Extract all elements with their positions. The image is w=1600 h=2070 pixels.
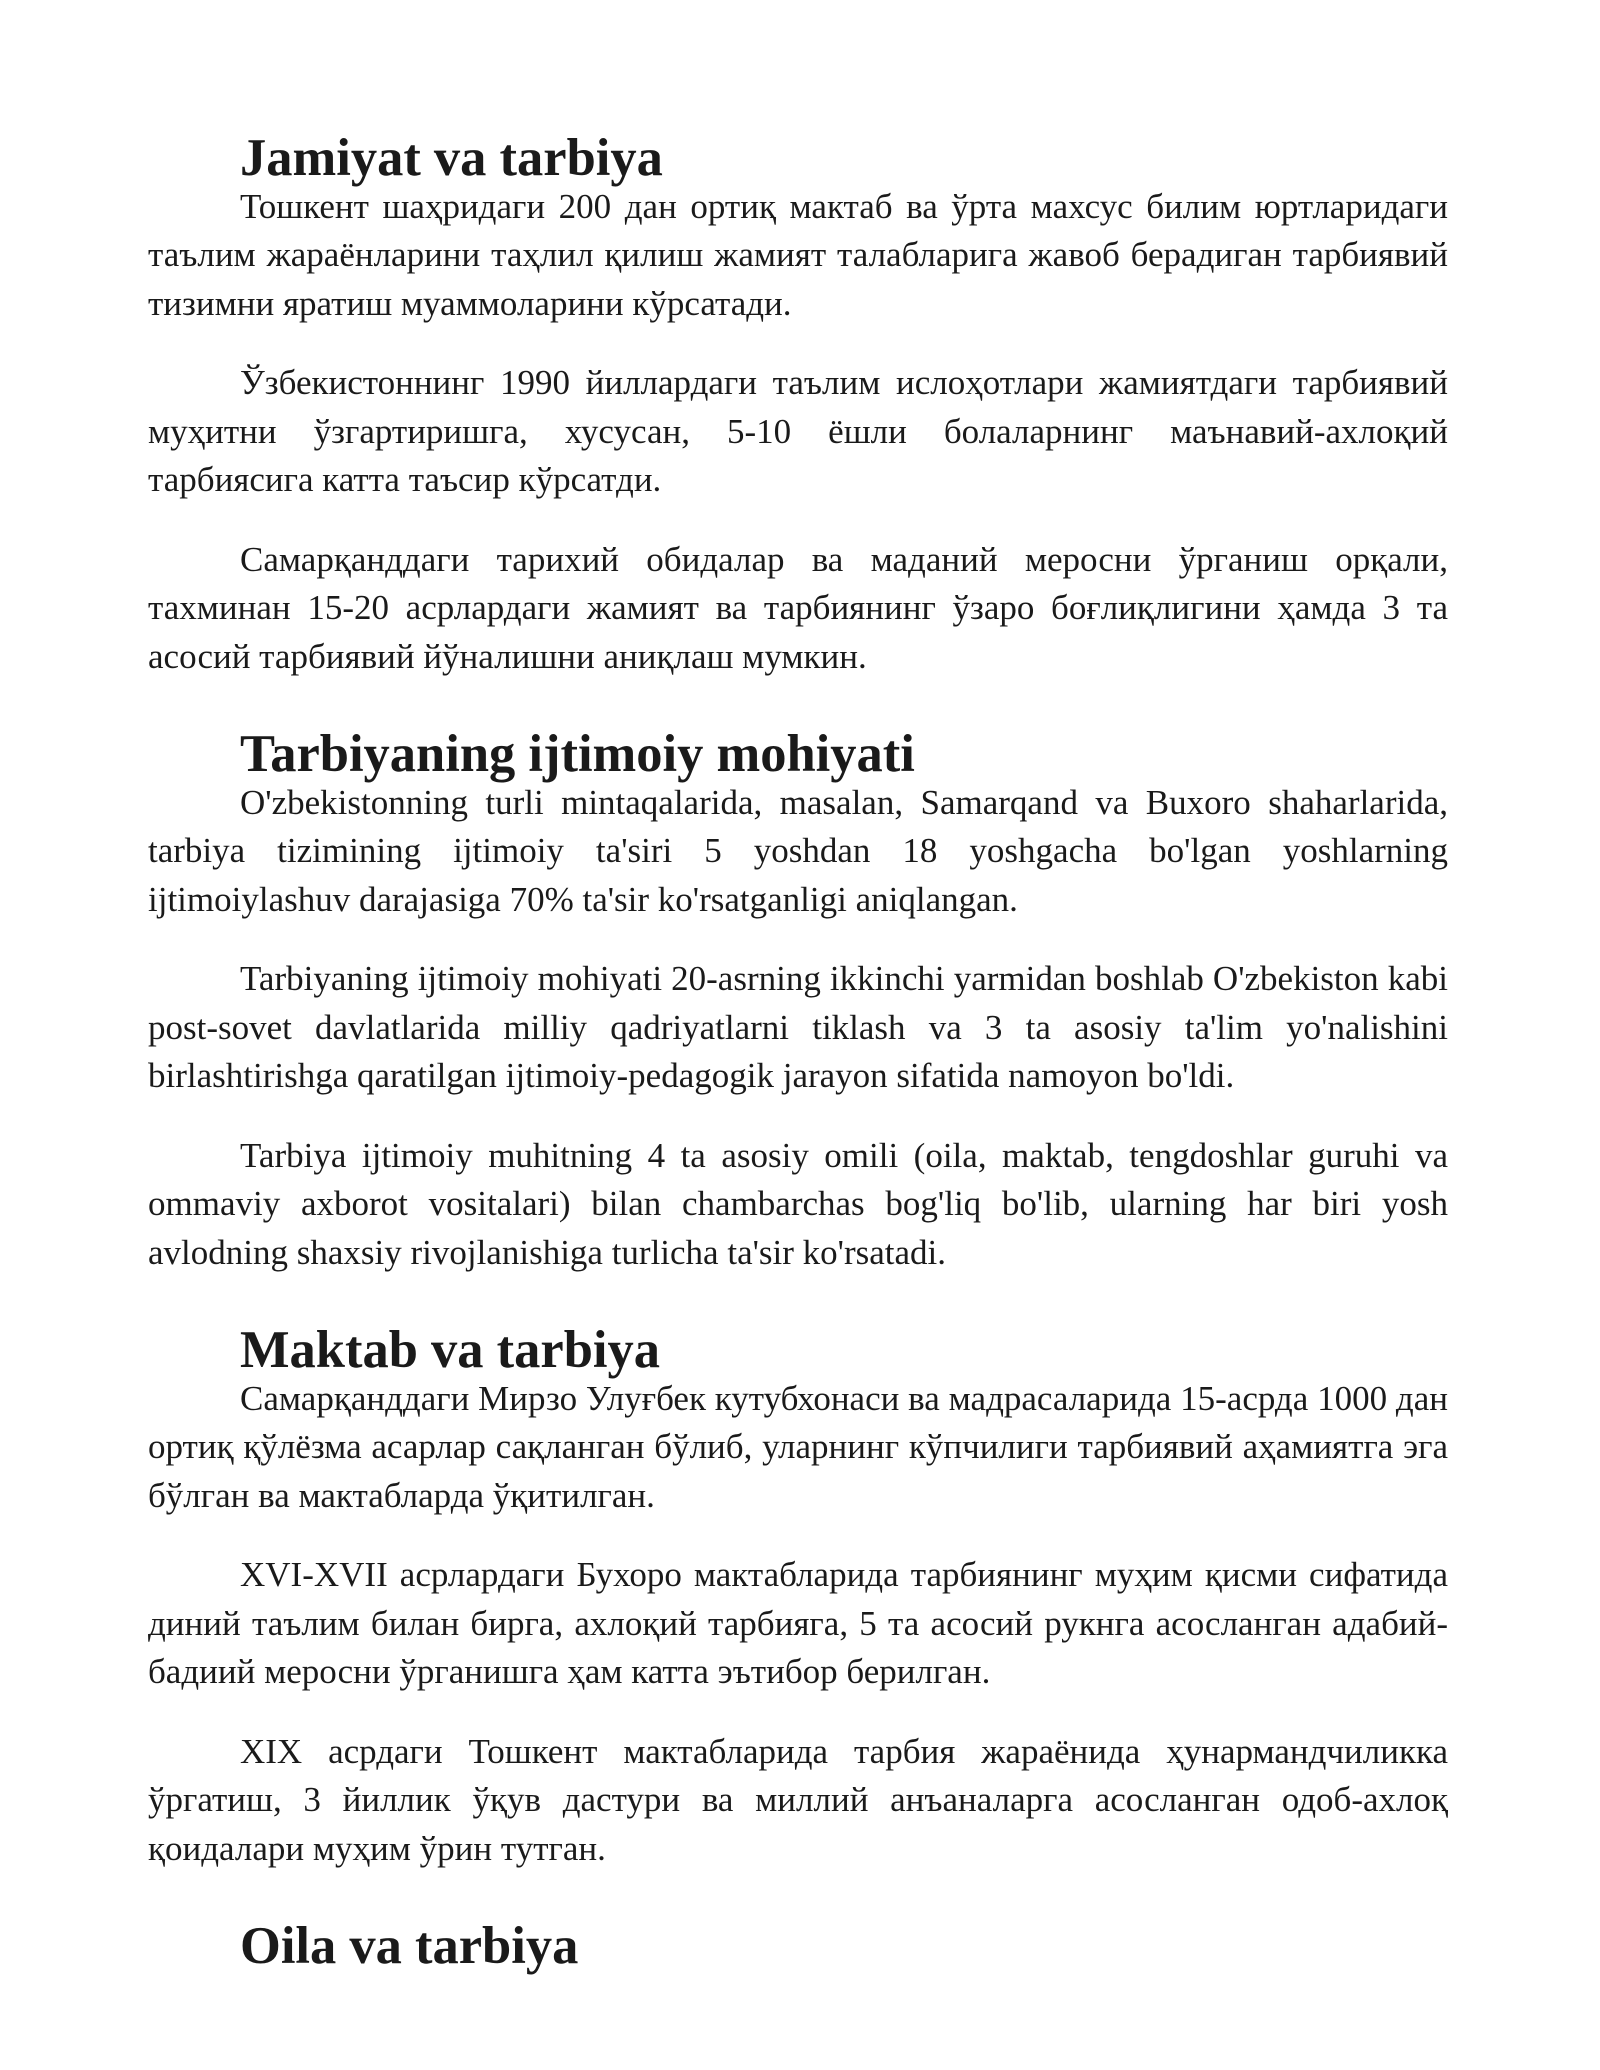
paragraph: Самарқанддаги тарихий обидалар ва маданий меросни ўрганиш орқали, тахминан 15-20 асрлардаги жамият ва тарбиянинг ўзаро боғлиқлигини ҳамда 3 та асосий тарбиявий йўналишни аниқлаш мумкин.	[148, 539, 1448, 676]
section-heading: Tarbiyaning ijtimoiy mohiyati	[240, 725, 915, 783]
paragraph: Tarbiya ijtimoiy muhitning 4 ta asosiy omili (oila, maktab, tengdoshlar guruhi va ommaviy axborot vositalari) bilan chambarchas bog'liq bo'lib, ularning har biri yosh avlodning shaxsiy rivojlanishiga turlicha ta'sir ko'rsatadi.	[148, 1135, 1448, 1272]
paragraph: Ўзбекистоннинг 1990 йиллардаги таълим ислоҳотлари жамиятдаги тарбиявий муҳитни ўзгартиришга, хусусан, 5-10 ёшли болаларнинг маънавий-ахлоқий тарбиясига катта таъсир кўрсатди.	[148, 363, 1448, 499]
paragraph: Tarbiyaning ijtimoiy mohiyati 20-asrning ikkinchi yarmidan boshlab O'zbekiston kabi post-sovet davlatlarida milliy qadriyatlarni tiklash va 3 ta asosiy ta'lim yo'nalishini birlashtirishga qaratilgan ijtimoiy-pedagogik jarayon sifatida namoyon bo'ldi.	[148, 959, 1448, 1095]
paragraph: O'zbekistonning turli mintaqalarida, masalan, Samarqand va Buxoro shaharlarida, tarbiya tizimining ijtimoiy ta'siri 5 yoshdan 18 yoshgacha bo'lgan yoshlarning ijtimoiylashuv darajasiga 70% ta'sir ko'rsatganligi aniqlangan.	[148, 782, 1448, 919]
paragraph: Тошкент шаҳридаги 200 дан ортиқ мактаб ва ўрта махсус билим юртларидаги таълим жараёнларини таҳлил қилиш жамият талабларига жавоб берадиган тарбиявий тизимни яратиш муаммоларини кўрсатади.	[148, 186, 1448, 323]
section-heading: Oila va tarbiya	[240, 1917, 579, 1975]
paragraph: Самарқанддаги Мирзо Улуғбек кутубхонаси ва мадрасаларида 15-асрда 1000 дан ортиқ қўлёзма асарлар сақланган бўлиб, уларнинг кўпчилиги тарбиявий аҳамиятга эга бўлган ва мактабларда ўқитилган.	[148, 1378, 1448, 1515]
paragraph: XIX асрдаги Тошкент мактабларида тарбия жараёнида ҳунармандчиликка ўргатиш, 3 йиллик ўқув дастури ва миллий анъаналарга асосланган одоб-ахлоқ қоидалари муҳим ўрин тутган.	[148, 1731, 1448, 1868]
section-heading: Jamiyat va tarbiya	[240, 129, 663, 187]
paragraph: XVI-XVII асрлардаги Бухоро мактабларида тарбиянинг муҳим қисми сифатида диний таълим билан бирга, ахлоқий тарбияга, 5 та асосий рукнга асосланган адабий-бадиий меросни ўрганишга ҳам катта эътибор берилган.	[148, 1555, 1448, 1691]
section-heading: Maktab va tarbiya	[240, 1321, 660, 1379]
document-page	[148, 129, 1448, 1975]
